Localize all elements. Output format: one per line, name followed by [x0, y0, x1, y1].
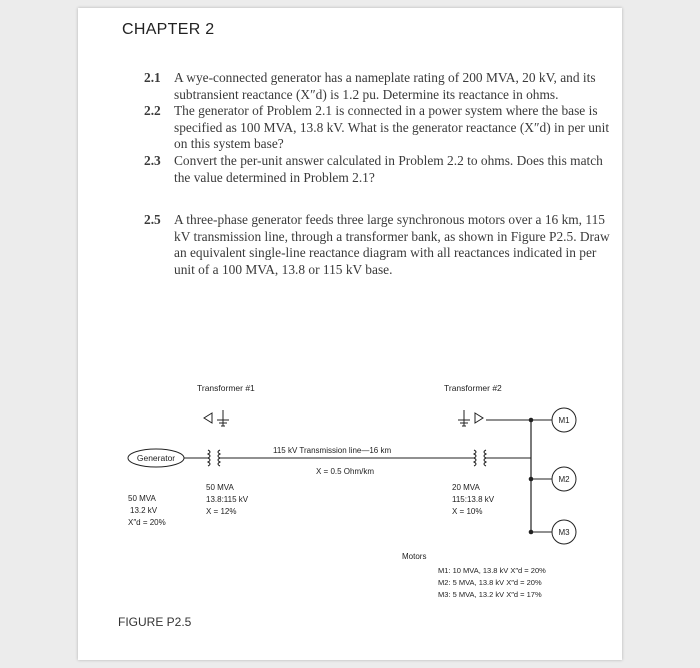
transformer2-ground-symbols — [458, 410, 483, 426]
line-label: 115 kV Transmission line—16 km — [273, 446, 392, 455]
figure-caption: FIGURE P2.5 — [118, 615, 192, 629]
line-reactance: X = 0.5 Ohm/km — [316, 467, 375, 476]
motor-spec: M1: 10 MVA, 13.8 kV X″d = 20% — [438, 566, 546, 575]
transformer2-coil-icon — [474, 450, 486, 466]
problem-number: 2.2 — [144, 103, 161, 119]
transformer1-title: Transformer #1 — [197, 383, 255, 393]
problem-number: 2.5 — [144, 212, 161, 228]
problem-text: A three-phase generator feeds three large synchronous motors over a 16 km, 115 kV transmission line, through a transformer bank, as shown in Figure P2.5. Draw an equivalent single-line reactance diagram with all reactances indicated in per unit of a 100 MVA, 13.8 or 115 kV base. — [174, 212, 610, 277]
problem-number: 2.3 — [144, 152, 161, 168]
transformer2-spec: X = 10% — [452, 507, 483, 516]
generator-spec: X″d = 20% — [128, 518, 166, 527]
chapter-title: CHAPTER 2 — [122, 21, 215, 38]
transformer1-ground-symbols — [204, 410, 229, 426]
transformer2-title: Transformer #2 — [444, 383, 502, 393]
figure-p2-5-diagram — [78, 8, 622, 660]
generator-label: Generator — [136, 453, 176, 463]
transformer2-spec: 115:13.8 kV — [452, 495, 495, 504]
problem-text: The generator of Problem 2.1 is connected in a power system where the base is specified as 100 MVA, 13.8 kV. What is the generator reactance (X″d) in per unit on this system base? — [174, 103, 610, 152]
motors-label: Motors — [402, 552, 427, 561]
transformer1-spec: 50 MVA — [206, 483, 234, 492]
transformer1-coil-icon — [208, 450, 220, 466]
problem-number: 2.1 — [144, 70, 161, 85]
motor-m3-label: M3 — [558, 528, 570, 537]
problem-text: A wye-connected generator has a nameplate rating of 200 MVA, 20 kV, and its subtransient reactance (X″d) is 1.2 pu. Determine its reactance in ohms. — [174, 70, 596, 102]
transformer1-spec: X = 12% — [206, 507, 237, 516]
transformer2-spec: 20 MVA — [452, 483, 480, 492]
problem-text: Convert the per-unit answer calculated in Problem 2.2 to ohms. Does this match the value determined in Problem 2.1? — [174, 152, 603, 185]
generator-spec: 50 MVA — [128, 494, 156, 503]
motor-spec: M2: 5 MVA, 13.8 kV X″d = 20% — [438, 578, 542, 587]
motor-m2-label: M2 — [558, 475, 570, 484]
motor-m1-label: M1 — [558, 416, 570, 425]
motor-spec: M3: 5 MVA, 13.2 kV X″d = 17% — [438, 590, 542, 599]
transformer1-spec: 13.8:115 kV — [206, 495, 249, 504]
document-page — [78, 8, 622, 660]
generator-spec: 13.2 kV — [130, 506, 158, 515]
